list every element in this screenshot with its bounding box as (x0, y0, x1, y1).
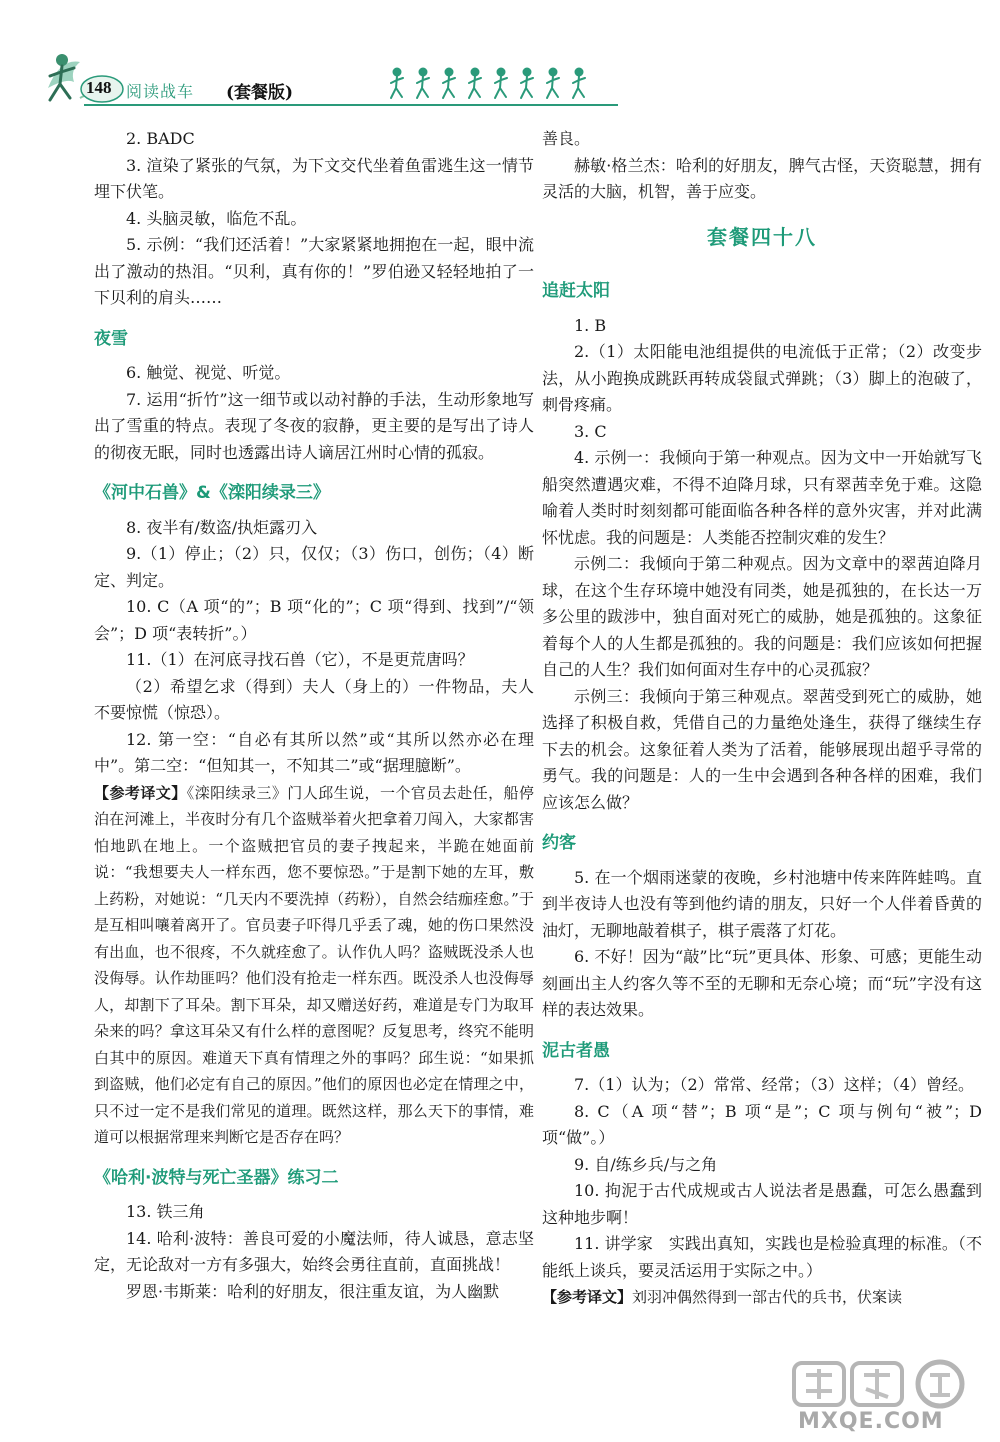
answer-paragraph: 8. 夜半有/数盗/执炬露刃入 (126, 517, 318, 537)
section-heading: 约客 (542, 833, 576, 853)
watermark-text: MXQE.COM (798, 1409, 944, 1434)
watermark (790, 1355, 990, 1439)
answer-paragraph: 9.（1）停止；（2）只，仅仅；（3）伤口，创伤；（4）断定、判定。 (94, 544, 534, 590)
reference-translation (542, 1284, 982, 1311)
answer-paragraph: 赫敏·格兰杰：哈利的好朋友，脾气古怪，天资聪慧，拥有灵活的大脑，机智，善于应变。 (542, 155, 982, 201)
answer-paragraph: 10. C（A 项“的”；B 项“化的”；C 项“得到、找到”/“领会”；D 项“表转折”。） (94, 597, 534, 643)
answer-paragraph: 8. C（A 项“替”；B 项“是”；C 项与例句“被”；D 项“做”。） (542, 1101, 982, 1147)
answer-paragraph: 9. 自/练乡兵/与之角 (574, 1154, 718, 1174)
answer-paragraph: 示例二：我倾向于第二种观点。因为文章中的翠茜迫降月球，在这个生存环境中她没有同类，她是孤独的，在长达一万多公里的跋涉中，独自面对死亡的威胁，她是孤独的。这象征着每个人的人生都是孤独的。我的问题是：我们应该如何把握自己的人生？我们如何面对生存中的心灵孤寂？ (542, 554, 982, 679)
set-title: 套餐四十八 (707, 224, 817, 249)
answer-paragraph: 7. 运用“折竹”这一细节或以动衬静的手法，生动形象地写出了雪重的特点。表现了冬夜的寂静，更主要的是写出了诗人的彻夜无眠，同时也透露出诗人谪居江州时心情的孤寂。 (94, 389, 534, 462)
answer-paragraph: 1. B (574, 315, 607, 335)
answer-paragraph: 示例三：我倾向于第三种观点。翠茜受到死亡的威胁，她选择了积极自救，凭借自己的力量绝处逢生，获得了继续生存下去的机会。这象征着人类为了活着，能够展现出超乎寻常的勇气。我的问题是：人的一生中会遇到各种各样的困难，我们应该怎么做？ (542, 686, 982, 812)
right-column (542, 126, 982, 1311)
series-brand: 阅读战车 (126, 82, 195, 101)
answer-paragraph: 12. 第一空：“自必有其所以然”或“其所以然亦必在理中”。第二空：“但知其一，不知其二”或“据理臆断”。 (94, 729, 534, 775)
answer-paragraph: 3. 渲染了紧张的气氛，为下文交代坐着鱼雷逃生这一情节埋下伏笔。 (94, 155, 534, 201)
answer-paragraph: 10. 拘泥于古代成规或古人说法者是愚蠢，可怎么愚蠢到这种地步啊！ (542, 1181, 982, 1227)
answer-paragraph: 2.（1）太阳能电池组提供的电流低于正常；（2）改变步法，从小跑换成跳跃再转成袋鼠式弹跳；（3）脚上的泡破了，刺骨疼痛。 (542, 342, 982, 414)
answer-paragraph: 14. 哈利·波特：善良可爱的小魔法师，待人诚恳，意志坚定，无论敌对一方有多强大，始终会勇往直前，直面挑战！ (94, 1228, 534, 1274)
section-heading: 《河中石兽》&《滦阳续录三》 (94, 483, 330, 503)
reference-translation (94, 780, 534, 1151)
answer-paragraph: 11.（1）在河底寻找石兽（它），不是更荒唐吗？ (126, 650, 474, 669)
answer-paragraph: 罗恩·韦斯莱：哈利的好朋友，很注重友谊，为人幽默 (126, 1281, 500, 1301)
page-header (40, 48, 620, 110)
answer-paragraph: （2）希望乞求（得到）夫人（身上的）一件物品，夫人不要惊慌（惊恐）。 (94, 676, 534, 722)
watermark-logo-icon (790, 1355, 990, 1411)
edition-label: (套餐版) (226, 83, 294, 103)
answer-paragraph: 11. 讲学家 实践出真知，实践也是检验真理的标准。（不能纸上谈兵，要灵活运用于实际之中。） (542, 1234, 982, 1280)
section-heading: 《哈利·波特与死亡圣器》练习二 (94, 1167, 339, 1188)
answer-paragraph: 3. C (574, 421, 607, 441)
note-body: 刘羽冲偶然得到一部古代的兵书，伏案读 (632, 1288, 903, 1306)
answer-paragraph: 2. BADC (126, 129, 195, 148)
runners-decoration-icon (385, 66, 595, 106)
answer-paragraph: 5. 在一个烟雨迷蒙的夜晚，乡村池塘中传来阵阵蛙鸣。直到半夜诗人也没有等到他约请的朋友，只好一个人伴着昏黄的油灯，无聊地敲着棋子，棋子震落了灯花。 (542, 867, 982, 940)
answer-paragraph: 6. 触觉、视觉、听觉。 (126, 363, 291, 382)
answer-paragraph: 4. 示例一：我倾向于第一种观点。因为文中一开始就写飞船突然遭遇灾难，不得不迫降月球，只有翠茜幸免于难。这隐喻着人类时时刻刻都可能面临各种各样的意外灾害，并对此满怀忧虑。我的问题是：人类能否控制灾难的发生？ (542, 448, 982, 547)
answer-paragraph: 4. 头脑灵敏，临危不乱。 (126, 208, 307, 228)
answer-paragraph: 善良。 (542, 129, 591, 148)
section-heading: 追赶太阳 (542, 281, 610, 301)
note-tag: 【参考译文】 (542, 1288, 633, 1306)
left-column (94, 126, 534, 1305)
section-heading: 夜雪 (94, 328, 128, 349)
answer-paragraph: 13. 铁三角 (126, 1202, 205, 1221)
answer-paragraph: 6. 不好！因为“敲”比“玩”更具体、形象、可感；更能生动刻画出主人约客久等不至的无聊和无奈心境；而“玩”字没有这样的表达效果。 (542, 947, 982, 1019)
answer-paragraph: 7.（1）认为；（2）常常、经常；（3）这样；（4）曾经。 (574, 1075, 974, 1094)
answer-paragraph: 5. 示例：“我们还活着！”大家紧紧地拥抱在一起，眼中流出了激动的热泪。“贝利，真有你的！”罗伯逊又轻轻地拍了一下贝利的肩头…… (94, 235, 534, 307)
note-body: 《滦阳续录三》门人邱生说，一个官员去赴任，船停泊在河滩上，半夜时分有几个盗贼举着火把拿着刀闯入，大家都害怕地趴在地上。一个盗贼把官员的妻子拽起来，半跪在她面前说：“我想要夫人一样东西，您不要惊恐。”于是割下她的左耳，敷上药粉，对她说：“几天内不要洗掉（药粉），自然会结痂痊愈。”于是互相叫嚷着离开了。官员妻子吓得几乎丢了魂，她的伤口果然没有出血，也不很疼，不久就痊愈了。认作仇人吗？盗贼既没杀人也没侮辱。认作劫匪吗？他们没有抢走一样东西。既没杀人也没侮辱人，却割下了耳朵。割下耳朵，却又赠送好药，难道是专门为取耳朵来的吗？拿这耳朵又有什么样的意图呢？反复思考，终究不能明白其中的原因。难道天下真有情理之外的事吗？邱生说：“如果抓到盗贼，他们必定有自己的原因。”他们的原因也必定在情理之中，只不过一定不是我们常见的道理。既然这样，那么天下的事情，难道可以根据常理来判断它是否存在吗？ (94, 783, 534, 1146)
page-number: 148 (86, 78, 112, 97)
section-heading: 泥古者愚 (542, 1040, 610, 1061)
note-tag: 【参考译文】 (94, 783, 187, 802)
